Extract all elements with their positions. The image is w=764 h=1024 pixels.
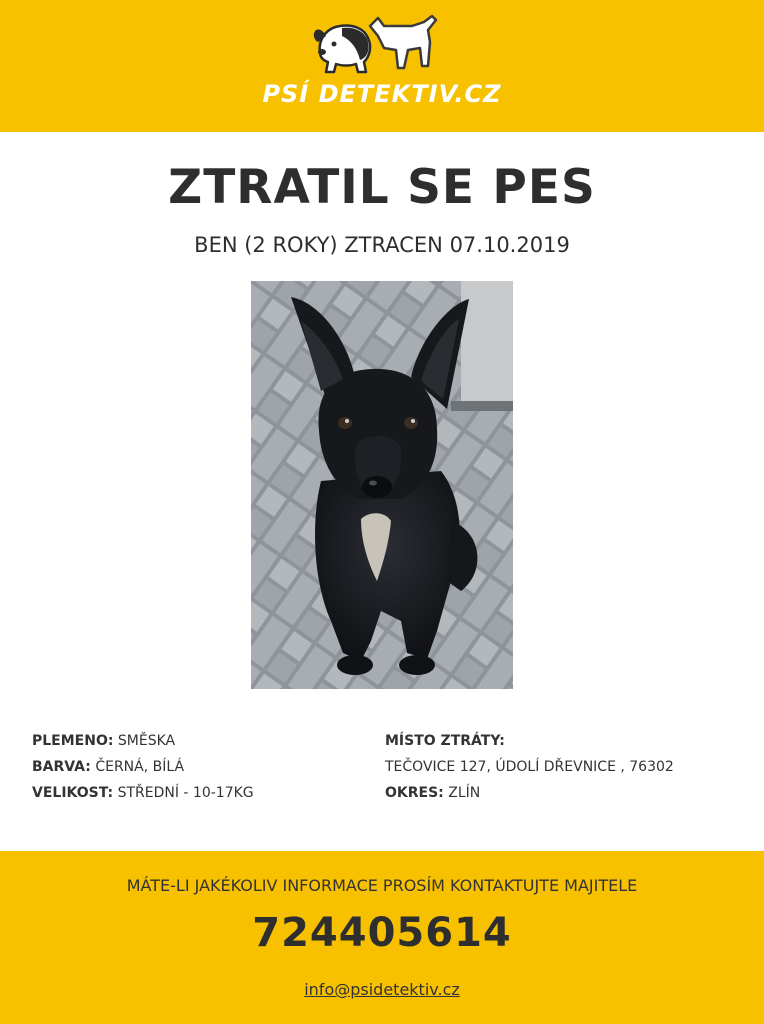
place-row bbox=[385, 728, 755, 754]
breed-value: SMĚSKA bbox=[117, 733, 176, 749]
size-label: VELIKOST: bbox=[32, 785, 114, 801]
page-subtitle: BEN (2 ROKY) ZTRACEN 07.10.2019 bbox=[194, 233, 570, 257]
breed-row bbox=[32, 728, 362, 754]
dog-details-right bbox=[385, 728, 755, 806]
email-link[interactable]: info@psidetektiv.cz bbox=[304, 980, 460, 999]
phone-number[interactable]: 724405614 bbox=[252, 910, 512, 956]
two-dogs-logo-icon bbox=[312, 12, 442, 78]
breed-label: PLEMENO: bbox=[32, 733, 114, 749]
district-value: ZLÍN bbox=[448, 785, 481, 801]
color-label: BARVA: bbox=[32, 759, 91, 775]
size-value: STŘEDNÍ - 10-17KG bbox=[117, 785, 254, 801]
contact-text: MÁTE-LI JAKÉKOLIV INFORMACE PROSÍM KONTAKTUJTE MAJITELE bbox=[126, 876, 638, 895]
dog-details-left bbox=[32, 728, 362, 806]
color-value: ČERNÁ, BÍLÁ bbox=[95, 759, 185, 775]
dog-photo bbox=[251, 281, 513, 689]
page-title: ZTRATIL SE PES bbox=[168, 160, 596, 215]
brand-name: PSÍ DETEKTIV.CZ bbox=[262, 80, 502, 108]
black-puppy-photo bbox=[251, 281, 513, 689]
size-row bbox=[32, 780, 362, 806]
place-value-row bbox=[385, 754, 755, 780]
color-row bbox=[32, 754, 362, 780]
district-label: OKRES: bbox=[385, 785, 444, 801]
logo[interactable] bbox=[0, 0, 764, 132]
email-container bbox=[0, 980, 764, 999]
place-label: MÍSTO ZTRÁTY: bbox=[385, 733, 505, 749]
district-row bbox=[385, 780, 755, 806]
header-bar bbox=[0, 0, 764, 132]
place-value: TEČOVICE 127, ÚDOLÍ DŘEVNICE , 76302 bbox=[385, 759, 674, 775]
